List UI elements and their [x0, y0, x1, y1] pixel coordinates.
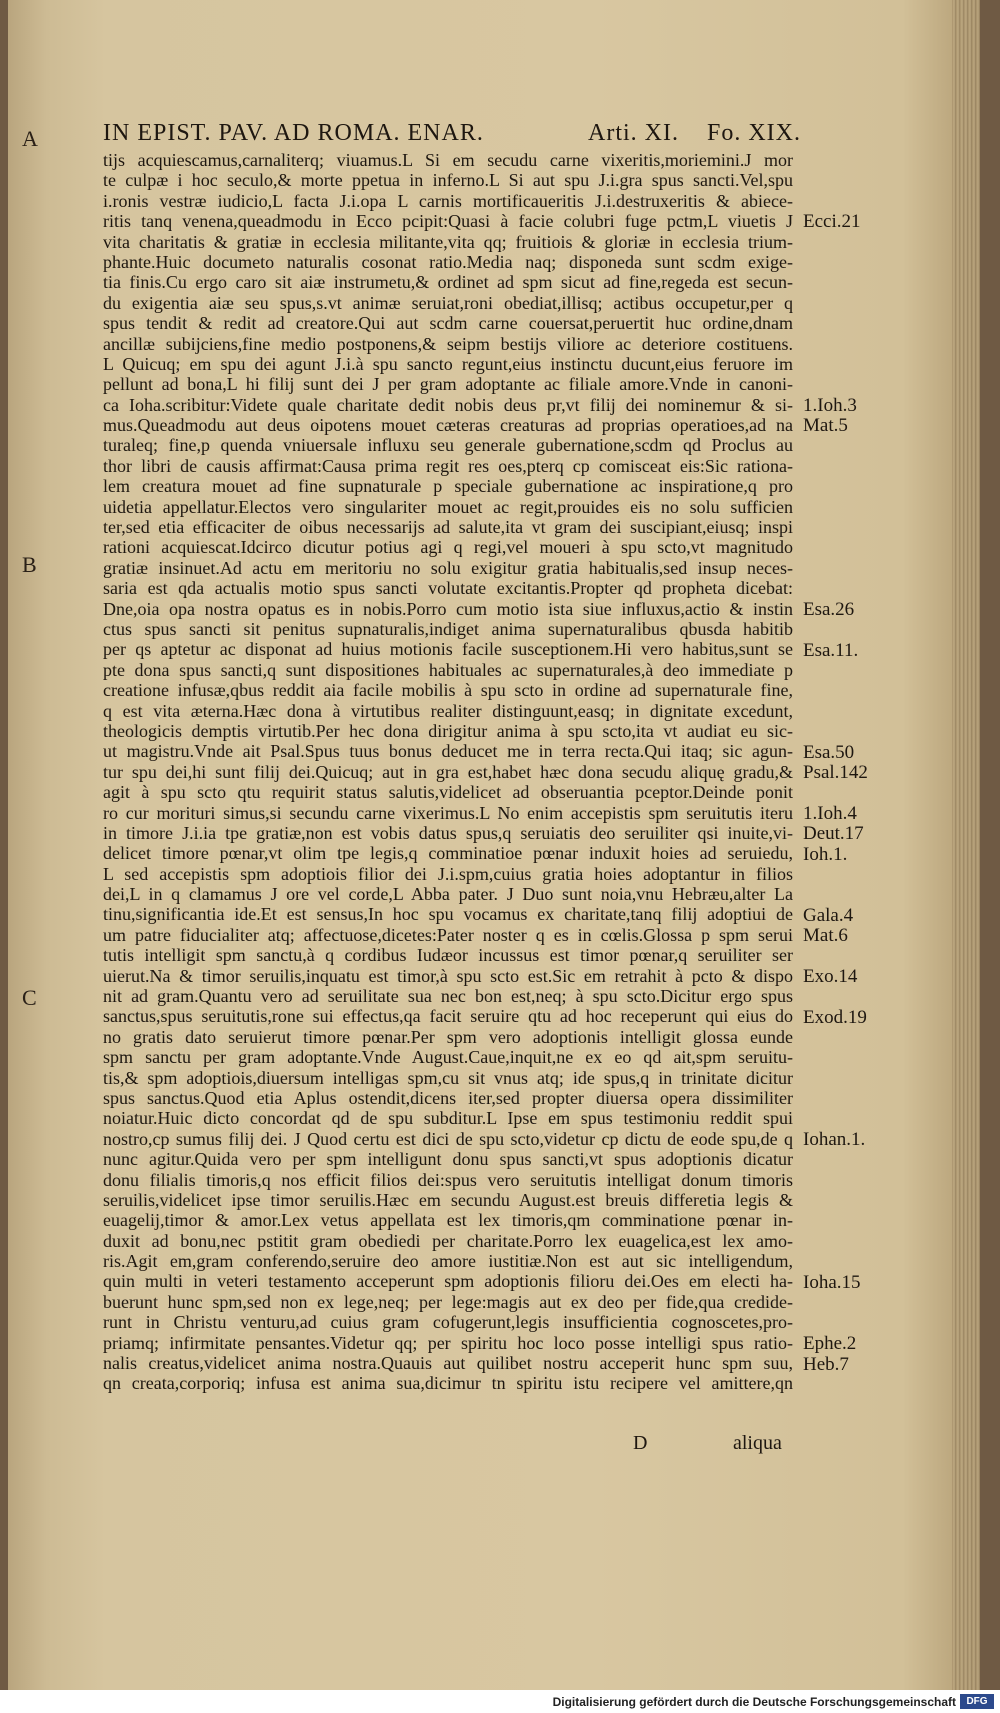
page-edge — [952, 0, 980, 1713]
text-line: pellunt ad bona,L hi filij sunt dei J per gram adoptante ac filiale amore.Vnde in canoni- — [103, 374, 793, 395]
text-line: dei,L in q clamamus J ore vel corde,L Abba pater. J Duo sunt noia,vnu Hebræu,alter La — [103, 884, 793, 905]
text-line: ut magistru.Vnde ait Psal.Spus tuus bonus deducet me in terra recta.Qui itaq; sic agun- — [103, 741, 793, 762]
text-line: ter,sed etia efficaciter de oibus necessarijs ad salute,ita vt gram dei suscipiant,eiusq; inspi — [103, 517, 793, 538]
margin-reference: Esa.11. — [803, 639, 859, 661]
text-line: tutis intelligit spm sanctu,à q cordibus Iudæor incussus est timor pœnar,q seruiliter ser — [103, 945, 793, 966]
text-line: nalis creatus,videlicet anima nostra.Quauis aut quilibet nostru acceperit hunc spm suu, — [103, 1353, 793, 1374]
text-line: tinu,significantia ide.Et est sensus,In hoc spu vocamus ex charitate,tanq filij adoptiui de — [103, 904, 793, 925]
text-line: ancillæ subijciens,fine medio postponens,& seipm bestijs viliore ac deteriore costituens. — [103, 333, 793, 354]
text-line: tis,& spm adoptiois,diuersum intelligas spm,cu sit vnus atq; ide spus,q in trinitate dicitur — [103, 1067, 793, 1088]
text-line: quin multi in veteri testamento acceperunt spm adoptionis filioru dei.Oes em electi ha- — [103, 1271, 793, 1292]
text-line: mus.Queadmodu aut deus oipotens mouet cæteras creaturas ad proprias operatioes,ad na — [103, 415, 793, 436]
margin-reference: Mat.6 — [803, 925, 848, 947]
text-line: pte dona spus sancti,q sunt dispositiones habituales ac supernaturales,à deo immediate p — [103, 659, 793, 680]
text-line: no gratis dato seruierut timore pœnar.Per spm vero adoptionis intelligit glossa eunde — [103, 1026, 793, 1047]
text-line: sanctus,spus seruitutis,rone sui effectus,qa facit seruire qtu ad hoc receperunt qui eius do — [103, 1006, 793, 1027]
text-line: euagelij,timor & amor.Lex vetus appellata est lex timoris,qm comminatione pœnar in- — [103, 1210, 793, 1231]
text-line: seruilis,videlicet ipse timor seruilis.Hæc em secundu August.est breuis differetia legis & — [103, 1189, 793, 1210]
text-line: tia finis.Cu ergo caro sit aiæ instrumetu,& ordinet ad spm sicut ad fine,regeda est secun- — [103, 272, 793, 293]
text-line: L Quicuq; em spu dei agunt J.i.à spu sancto regunt,eius instinctu ducunt,eius feruore im — [103, 353, 793, 374]
text-line: duxit ad bonu,nec pstitit gram obediedi per charitate.Porro lex euagelica,est lex amo- — [103, 1230, 793, 1251]
margin-reference: Psal.142 — [803, 762, 868, 783]
text-line: noiatur.Huic dicto concordat qd de spu subditur.L Ipse em spus testimoniu reddit spui — [103, 1108, 793, 1129]
text-line: uierut.Na & timor seruilis,inquatu est timor,à spu scto est.Sic em retrahit à pcto & dispo — [103, 965, 793, 986]
margin-reference: 1.Ioh.4 — [803, 802, 857, 824]
margin-reference: Ephe.2 — [803, 1333, 857, 1355]
text-line: ctus spus sancti sit penitus supnaturalis,indiget anima supernaturalibus qbusda habitib — [103, 618, 793, 639]
text-line: uidetia appellatur.Electos vero singulariter mouet ac regit,prouides eis no solu sufficien — [103, 496, 793, 517]
text-line: nunc agitur.Quida vero per spm intelligunt donu spus sancti,vt spus adoptionis dicatur — [103, 1149, 793, 1170]
text-line: ro cur morituri simus,si secundu carne vixerimus.L No enim accepistis spm seruitutis iteru — [103, 802, 793, 823]
text-line: te culpæ i hoc seculo,& morte ppetua in inferno.L Si aut spu J.i.gra spus sancti.Vel,spu — [103, 170, 793, 191]
catchword: aliqua — [733, 1432, 782, 1454]
section-marker-a: A — [22, 126, 38, 151]
text-line: per qs aptetur ac disponat ad huius motionis facile susceptionem.Hi vero habitus,sunt se — [103, 639, 793, 660]
body-text — [103, 150, 793, 1394]
text-line: ris.Agit em,gram conferendo,seruire deo amore iustitiæ.Non est aut sic intelligendum, — [103, 1251, 793, 1272]
margin-reference: Deut.17 — [803, 823, 864, 845]
margin-reference: Mat.5 — [803, 415, 848, 437]
text-line: priamq; infirmitate pensantes.Videtur qq; per spiritu hoc loco posse intelligi spus ratio- — [103, 1332, 793, 1353]
text-line: lem creatura mouet ad fine supnaturale p speciale gubernatione ac inspiratione,q pro — [103, 476, 793, 497]
section-marker-c: C — [22, 985, 37, 1010]
margin-reference: Exod.19 — [803, 1006, 867, 1028]
running-header — [103, 120, 823, 150]
text-line: thor libri de causis affirmat:Causa prima regit res oes,pterq cp comisceat eis:Sic rationa- — [103, 455, 793, 476]
text-line: um patre fiducialiter atq; affectuose,dicetes:Pater noster q es in cœlis.Glossa p spm serui — [103, 924, 793, 945]
text-line: turaleq; fine,p quenda vniuersale influxu seu generale gubernatione,scdm qd Proclus au — [103, 435, 793, 456]
text-line: buerunt hunc spm,sed non ex lege,neq; per lege:magis aut ex deo per fide,qua credide- — [103, 1291, 793, 1312]
header-folio: Fo. XIX. — [707, 120, 802, 146]
text-line: tijs acquiescamus,carnaliterq; viuamus.L Si em secudu carne vixeritis,moriemini.J mor — [103, 150, 793, 170]
text-line: phante.Huic documeto naturalis cosonat ratio.Media naq; disponeda sunt scdm exige- — [103, 251, 793, 272]
text-line: delicet timore pœnar,vt olim tpe legis,q comminatioe pœnar induxit hoies ad seruiedu, — [103, 843, 793, 864]
text-line: ritis tanq venena,queadmodu in Ecco pcipit:Quasi à facie colubri fuge pctm,L viuetis J — [103, 211, 793, 232]
margin-reference: Ioha.15 — [803, 1272, 861, 1293]
margin-reference: Ecci.21 — [803, 211, 861, 233]
book-page — [8, 0, 980, 1713]
text-line: theologicis demptis virtutib.Per hec dona dirigitur anima à spu scto,ita vt audiat eu sic- — [103, 720, 793, 741]
header-title: IN EPIST. PAV. AD ROMA. ENAR. — [103, 120, 484, 146]
dfg-logo-icon: DFG — [960, 1694, 994, 1709]
header-article: Arti. XI. — [588, 120, 679, 146]
text-line: L sed accepistis spm adoptiois filior dei J.i.spm,cuius gratia hoies adoptantur in filios — [103, 863, 793, 884]
margin-reference: Esa.26 — [803, 598, 855, 620]
text-line: qn creata,corporiq; infusa est anima sua,dicimur tn spiritu istu recipere vel amittere,qn — [103, 1373, 793, 1394]
margin-reference: 1.Ioh.3 — [803, 394, 857, 416]
text-line: ca Ioha.scribitur:Videte quale charitate dedit nobis deus pr,vt filij dei nominemur & si- — [103, 394, 793, 415]
text-line: gratiæ insinuet.Ad actu em meritoriu no solu exigitur gratia habitualis,sed insup neces- — [103, 557, 793, 578]
footer-credit: Digitalisierung gefördert durch die Deutsche Forschungsgemeinschaft — [552, 1695, 956, 1709]
text-line: tur spu dei,hi sunt filij dei.Quicuq; aut in gra est,habet hæc dona secudu aliquę gradu,& — [103, 761, 793, 782]
text-line: rationi acquiescat.Idcirco dicutur potius agi q regi,vel moueri à spu scto,vt magnitudo — [103, 537, 793, 558]
margin-reference: Heb.7 — [803, 1353, 849, 1375]
text-line: du exigentia aiæ seu spus,s.vt animæ seruiat,roni obediat,illisq; actibus occupetur,per q — [103, 292, 793, 313]
digitization-footer — [0, 1690, 1000, 1713]
text-line: donu filialis timoris,q nos efficit filios dei:spus vero seruitutis intelligat donum timoris — [103, 1169, 793, 1190]
text-line: creatione infusæ,qbus reddit aia facile mobilis à spu scto in ordine ad supernaturale fine, — [103, 680, 793, 701]
text-line: spus tendit & redit ad creatore.Qui aut scdm carne couersat,peruertit huc ordine,dnam — [103, 313, 793, 334]
text-line: spm sanctu per gram adoptante.Vnde August.Caue,inquit,ne ex eo qd ait,spm seruitu- — [103, 1047, 793, 1068]
margin-reference: Iohan.1. — [803, 1129, 866, 1151]
text-line: nostro,cp sumus filij dei. J Quod certu est dici de spu scto,videtur cp dictu de eode spu,de q — [103, 1128, 793, 1149]
text-line: nit ad gram.Quantu vero ad seruilitate sua nec bon est,neq; à spu scto.Dicitur ergo spus — [103, 986, 793, 1007]
text-line: agit à spu scto qtu requirit status salutis,videlicet ad obseruantia pceptor.Deinde ponit — [103, 782, 793, 803]
signature-mark: D — [633, 1432, 648, 1454]
text-line: spus sanctus.Quod etia Aplus ostendit,dicens iter,sed propter diuersa opera dissimiliter — [103, 1087, 793, 1108]
text-line: runt in Christu venturu,ad cuius gram cofugerunt,legis insufficientia cognoscetes,pro- — [103, 1312, 793, 1333]
text-line: Dne,oia opa nostra opatus es in nobis.Porro cum motio ista siue influxus,actio & instin — [103, 598, 793, 619]
margin-reference: Ioh.1. — [803, 843, 848, 865]
margin-reference: Gala.4 — [803, 904, 854, 926]
margin-reference: Esa.50 — [803, 741, 855, 763]
text-line: i.ronis vestræ iudicio,L facta J.i.opa L carnis mortificaueritis J.i.destruxeritis & abiece- — [103, 190, 793, 211]
text-line: saria est qda actualis motio spus sancti volutate excitantis.Propter qd propheta dicebat: — [103, 578, 793, 599]
text-line: q est vita æterna.Hæc dona à virtutibus realiter distinguunt,easq; in dignitate excedunt, — [103, 700, 793, 721]
section-marker-b: B — [22, 552, 37, 577]
text-line: vita charitatis & gratiæ in ecclesia militante,vita qq; fruitiois & gloriæ in ecclesia trium- — [103, 231, 793, 252]
text-line: in timore J.i.ia tpe gratiæ,non est vobis datus spus,q seruiatis deo seruiliter qsi inuite,vi- — [103, 822, 793, 843]
margin-reference: Exo.14 — [803, 966, 858, 987]
